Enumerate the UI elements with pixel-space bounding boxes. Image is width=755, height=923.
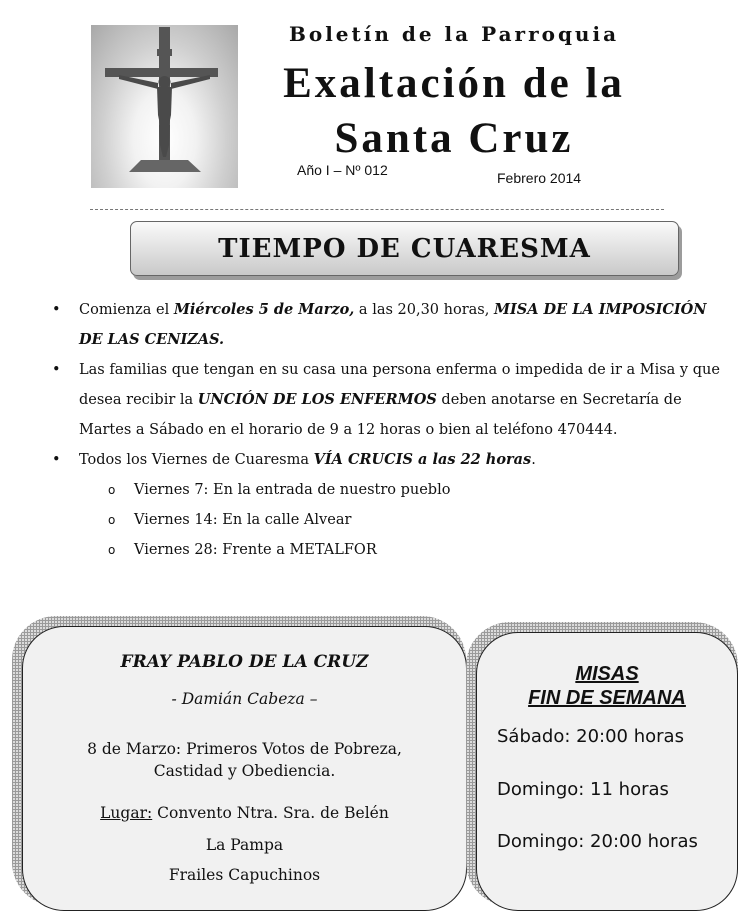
place-label: Lugar: bbox=[100, 804, 153, 822]
fray-title: FRAY PABLO DE LA CRUZ bbox=[120, 652, 369, 672]
bulletin-subtitle: Boletín de la Parroquia bbox=[288, 22, 620, 46]
fray-order: Frailes Capuchinos bbox=[168, 866, 321, 884]
title-line-2: Santa Cruz bbox=[334, 115, 574, 162]
list-item: • Todos los Viernes de Cuaresma VÍA CRUCIS a las 22 horas. bbox=[40, 445, 730, 475]
circle-bullet-icon: o bbox=[108, 483, 116, 497]
sublist-item: o Viernes 14: En la calle Alvear bbox=[40, 505, 730, 535]
crucifix-icon bbox=[91, 25, 238, 188]
header-divider bbox=[90, 209, 664, 210]
announcement-list bbox=[40, 295, 730, 565]
list-item: • Las familias que tengan en su casa una persona enferma o impedida de ir a Misa y que desea recibir la UNCIÓN DE LOS ENFERMOS deben anotarse en Secretaría de Martes a Sábado en el horario de 9 a 12 horas o bien al teléfono 470444. bbox=[40, 355, 730, 445]
crucifix-logo bbox=[91, 25, 238, 188]
fray-author: - Damián Cabeza – bbox=[171, 690, 318, 708]
misas-title: MISAS FIN DE SEMANA bbox=[528, 663, 686, 709]
bullet-icon: • bbox=[52, 362, 61, 378]
sublist-item: o Viernes 28: Frente a METALFOR bbox=[40, 535, 730, 565]
mass-time-sunday-evening: Domingo: 20:00 horas bbox=[497, 831, 698, 852]
fray-region: La Pampa bbox=[205, 836, 284, 854]
list-item: • Comienza el Miércoles 5 de Marzo, a las 20,30 horas, MISA DE LA IMPOSICIÓN DE LAS CENIZAS. bbox=[40, 295, 730, 355]
place-value: Convento Ntra. Sra. de Belén bbox=[152, 804, 389, 822]
circle-bullet-icon: o bbox=[108, 543, 116, 557]
fray-place bbox=[23, 802, 466, 824]
section-banner: TIEMPO DE CUARESMA bbox=[130, 221, 679, 276]
mass-time-sunday-morning: Domingo: 11 horas bbox=[497, 779, 669, 800]
fray-event-line-2: Castidad y Obediencia. bbox=[153, 762, 336, 780]
issue-date: Febrero 2014 bbox=[497, 170, 582, 186]
sublist-item: o Viernes 7: En la entrada de nuestro pueblo bbox=[40, 475, 730, 505]
issue-number: Año I – Nº 012 bbox=[297, 162, 388, 178]
bullet-icon: • bbox=[52, 452, 61, 468]
fray-card bbox=[22, 626, 467, 911]
fray-event-line-1: 8 de Marzo: Primeros Votos de Pobreza, bbox=[87, 740, 402, 758]
circle-bullet-icon: o bbox=[108, 513, 116, 527]
misas-card bbox=[476, 632, 738, 911]
parish-title bbox=[240, 56, 668, 166]
title-line-1: Exaltación de la bbox=[283, 60, 625, 107]
bullet-icon: • bbox=[52, 302, 61, 318]
mass-time-saturday: Sábado: 20:00 horas bbox=[497, 726, 684, 747]
